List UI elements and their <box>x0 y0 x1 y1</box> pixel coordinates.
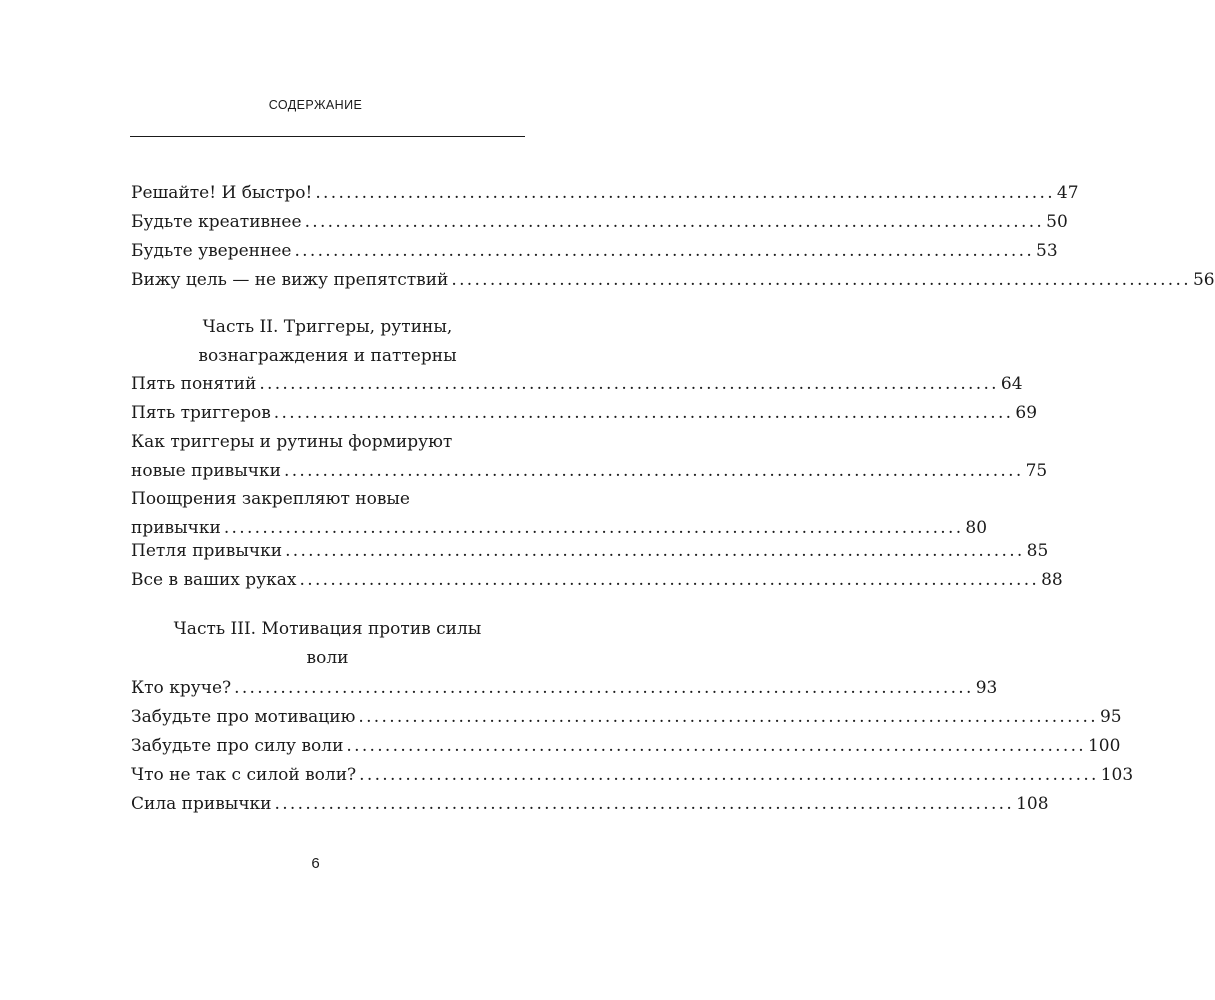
toc-entry[interactable] <box>131 488 988 539</box>
dot-leader: ................................................................................................ <box>259 374 999 394</box>
toc-entry[interactable] <box>131 240 1058 262</box>
entry-page: 47 <box>1056 183 1079 203</box>
header-rule <box>130 136 525 137</box>
toc-entry[interactable] <box>131 569 1063 591</box>
entry-page: 103 <box>1100 765 1134 785</box>
entry-title: Забудьте про силу воли <box>131 736 344 756</box>
dot-leader: ................................................................................................ <box>451 270 1191 290</box>
part-heading-line: Часть III. Мотивация против силы <box>173 619 482 639</box>
part-heading-line: Часть II. Триггеры, рутины, <box>202 317 453 337</box>
entry-page: 95 <box>1099 707 1122 727</box>
toc-entry[interactable] <box>131 793 1049 815</box>
dot-leader: ................................................................................................ <box>234 678 974 698</box>
dot-leader: ................................................................................................ <box>299 570 1040 590</box>
entry-title-line: Поощрения закрепляют новые <box>131 489 410 509</box>
entry-title: привычки <box>131 518 221 538</box>
entry-title: Кто круче? <box>131 678 232 698</box>
entry-page: 75 <box>1025 461 1048 481</box>
dot-leader: ................................................................................................ <box>315 183 1055 203</box>
entry-title: Все в ваших руках <box>131 570 297 590</box>
entry-page: 88 <box>1041 570 1063 590</box>
dot-leader: ................................................................................................ <box>304 212 1045 232</box>
entry-title-line: Как триггеры и рутины формируют <box>131 432 453 452</box>
toc-entry[interactable] <box>131 735 1121 757</box>
part-heading-line: воли <box>306 648 349 668</box>
part-heading <box>131 313 524 371</box>
entry-page: 80 <box>965 518 988 538</box>
entry-title: Пять понятий <box>131 374 257 394</box>
entry-title: Будьте увереннее <box>131 241 292 261</box>
toc-entry[interactable] <box>131 706 1122 728</box>
toc-entry[interactable] <box>131 182 1079 204</box>
entry-title: Что не так с силой воли? <box>131 765 357 785</box>
entry-page: 53 <box>1036 241 1058 261</box>
entry-page: 100 <box>1087 736 1121 756</box>
entry-title: Петля привычки <box>131 541 283 561</box>
dot-leader: ................................................................................................ <box>346 736 1086 756</box>
toc-entry[interactable] <box>131 540 1049 562</box>
toc-entry[interactable] <box>131 269 1215 291</box>
part-heading <box>131 615 524 673</box>
dot-leader: ................................................................................................ <box>294 241 1035 261</box>
entry-page: 108 <box>1016 794 1049 814</box>
section-header: СОДЕРЖАНИЕ <box>268 98 363 112</box>
entry-page: 56 <box>1192 270 1215 290</box>
entry-page: 93 <box>975 678 998 698</box>
toc-entry[interactable] <box>131 402 1038 424</box>
entry-title: Решайте! И быстро! <box>131 183 313 203</box>
entry-title: Сила привычки <box>131 794 272 814</box>
entry-page: 69 <box>1015 403 1038 423</box>
toc-entry[interactable] <box>131 373 1023 395</box>
entry-title: Вижу цель — не вижу препятствий <box>131 270 449 290</box>
entry-page: 50 <box>1046 212 1068 232</box>
dot-leader: ................................................................................................ <box>359 765 1099 785</box>
dot-leader: ................................................................................................ <box>273 403 1014 423</box>
dot-leader: ................................................................................................ <box>274 794 1015 814</box>
entry-page: 85 <box>1026 541 1049 561</box>
entry-page: 64 <box>1000 374 1023 394</box>
toc-entry[interactable] <box>131 677 998 699</box>
dot-leader: ................................................................................................ <box>285 541 1025 561</box>
dot-leader: ................................................................................................ <box>283 461 1024 481</box>
entry-title: новые привычки <box>131 461 281 481</box>
part-heading-line: вознаграждения и паттерны <box>198 346 457 366</box>
dot-leader: ................................................................................................ <box>358 707 1098 727</box>
toc-entry[interactable] <box>131 211 1068 233</box>
dot-leader: ................................................................................................ <box>223 518 964 538</box>
entry-title: Пять триггеров <box>131 403 271 423</box>
entry-title: Забудьте про мотивацию <box>131 707 356 727</box>
page-number: 6 <box>311 855 320 872</box>
toc-entry[interactable] <box>131 764 1134 786</box>
toc-entry[interactable] <box>131 431 1048 482</box>
entry-title: Будьте креативнее <box>131 212 302 232</box>
